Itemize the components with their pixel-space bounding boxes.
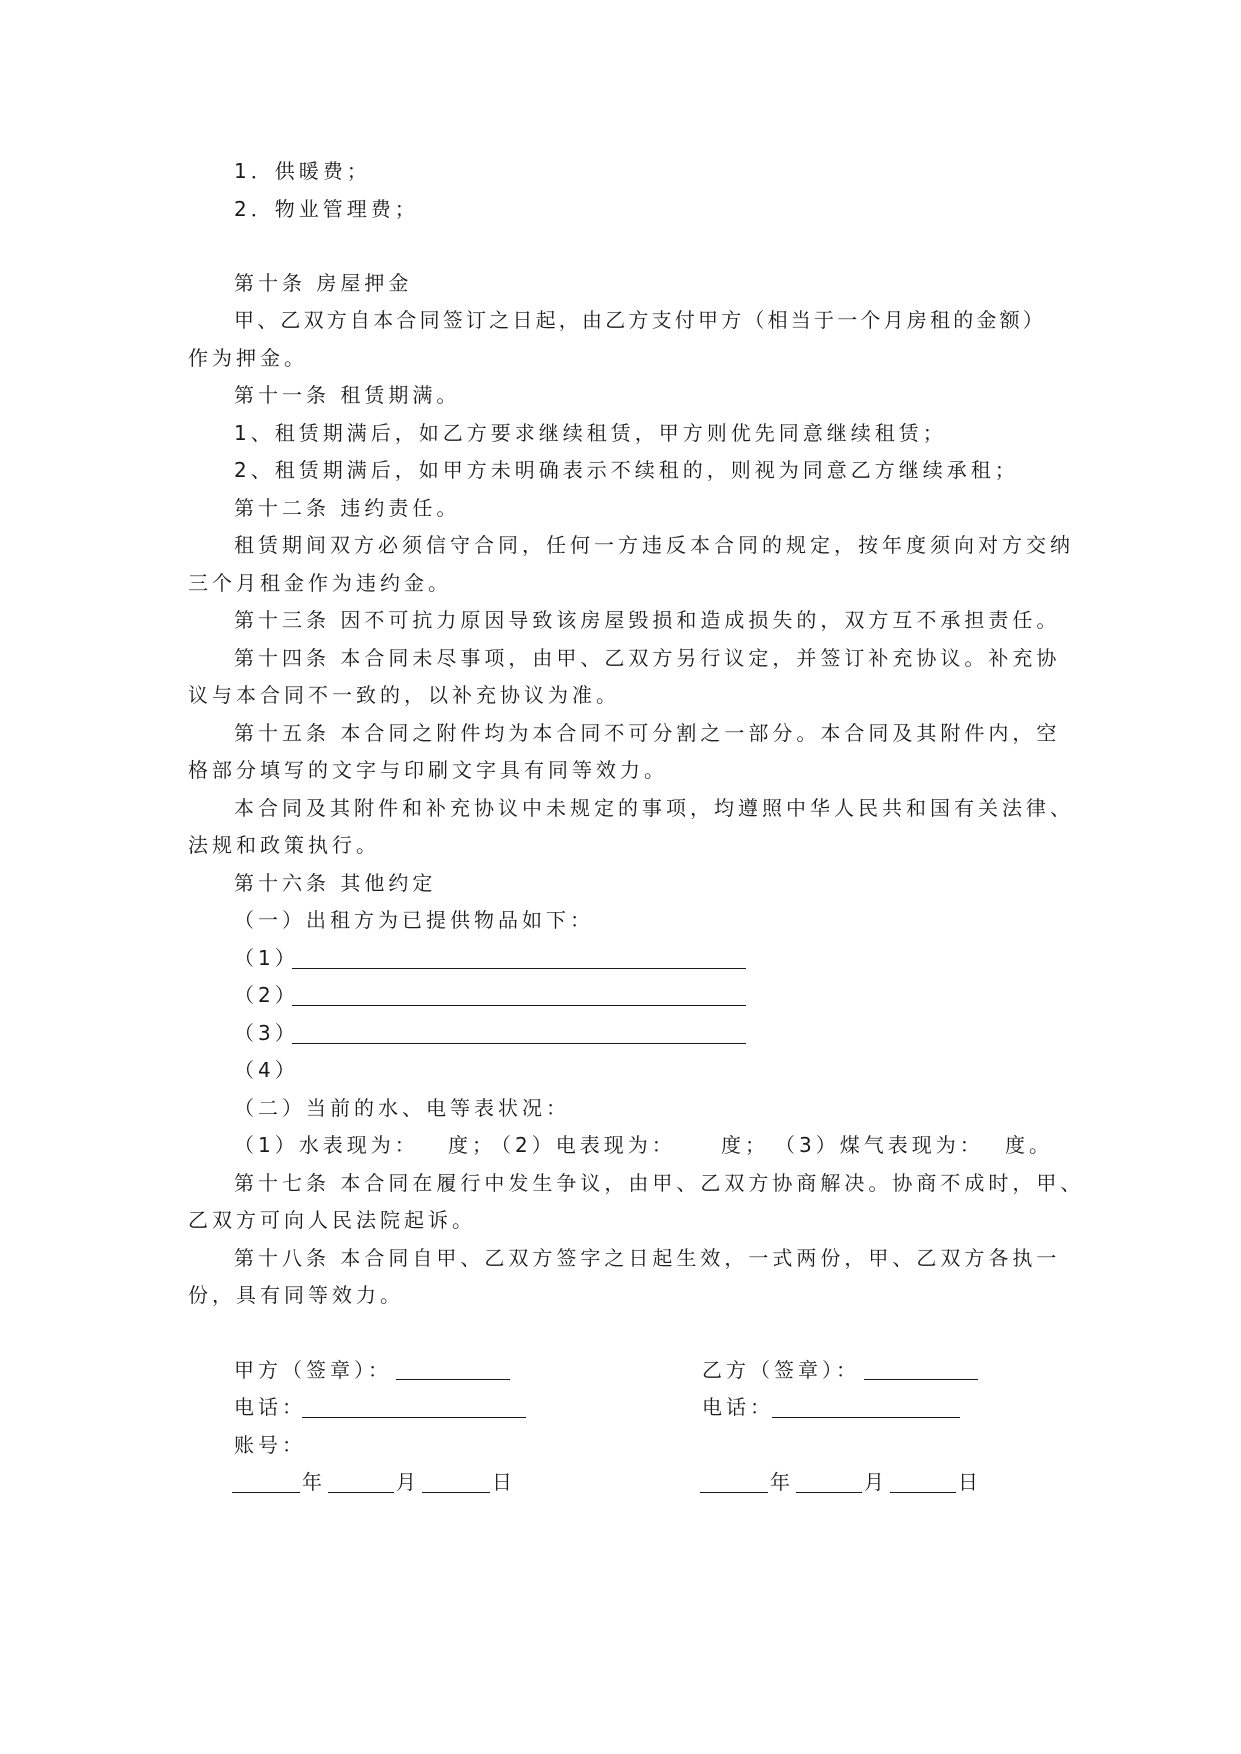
party-a-phone-fill-line[interactable]: [302, 1417, 526, 1418]
party-b-phone-fill-line[interactable]: [772, 1417, 960, 1418]
party-b-phone-label: 电话：: [702, 1395, 774, 1419]
article-12-title: 第十二条 违约责任。: [234, 496, 461, 520]
article-17-line2: 乙双方可向人民法院起诉。: [188, 1208, 476, 1232]
fee-item-property: 2．物业管理费；: [234, 197, 419, 221]
party-a-month-label: 月: [396, 1470, 420, 1494]
article-16-sub1: （一）出租方为已提供物品如下：: [234, 908, 594, 932]
article-15-line1: 第十五条 本合同之附件均为本合同不可分割之一部分。本合同及其附件内，空: [234, 721, 1061, 745]
provided-item-3-label: （3）: [234, 1021, 299, 1045]
party-b-month-fill-line[interactable]: [796, 1492, 862, 1493]
party-a-day-fill-line[interactable]: [422, 1492, 490, 1493]
article-13-text: 第十三条 因不可抗力原因导致该房屋毁损和造成损失的，双方互不承担责任。: [234, 608, 1061, 632]
party-b-month-label: 月: [864, 1470, 888, 1494]
article-14-line1: 第十四条 本合同未尽事项，由甲、乙双方另行议定，并签订补充协议。补充协: [234, 646, 1061, 670]
party-b-sign-label: 乙方（签章）：: [702, 1358, 860, 1382]
provided-item-2-fill-line[interactable]: [292, 1005, 746, 1006]
party-a-sign-fill-line[interactable]: [396, 1379, 510, 1380]
fee-item-heating: 1．供暖费；: [234, 159, 371, 183]
article-11-title: 第十一条 租赁期满。: [234, 383, 461, 407]
article-17-line1: 第十七条 本合同在履行中发生争议，由甲、乙双方协商解决。协商不成时，甲、: [234, 1171, 1085, 1195]
article-14-line2: 议与本合同不一致的，以补充协议为准。: [188, 683, 620, 707]
meter-water-label: （1）水表现为：: [234, 1133, 419, 1157]
party-b-year-fill-line[interactable]: [700, 1492, 768, 1493]
provided-item-1-label: （1）: [234, 946, 299, 970]
article-18-line1: 第十八条 本合同自甲、乙双方签字之日起生效，一式两份，甲、乙双方各执一: [234, 1246, 1061, 1270]
party-a-sign-label: 甲方（签章）：: [234, 1358, 392, 1382]
meter-electric-label: （2）电表现为：: [491, 1133, 676, 1157]
article-16-sub2: （二）当前的水、电等表状况：: [234, 1096, 570, 1120]
party-a-month-fill-line[interactable]: [328, 1492, 394, 1493]
party-b-day-label: 日: [958, 1470, 982, 1494]
article-15-line4: 法规和政策执行。: [188, 833, 380, 857]
meter-gas-unit: 度。: [1005, 1133, 1053, 1157]
provided-item-3-fill-line[interactable]: [292, 1043, 746, 1044]
meter-water-unit: 度；: [448, 1133, 496, 1157]
party-a-day-label: 日: [492, 1470, 516, 1494]
party-a-year-label: 年: [302, 1470, 326, 1494]
article-10-body-line2: 作为押金。: [188, 346, 308, 370]
article-11-item1: 1、租赁期满后，如乙方要求继续租赁，甲方则优先同意继续租赁；: [234, 421, 947, 445]
provided-item-2-label: （2）: [234, 983, 299, 1007]
article-10-title: 第十条 房屋押金: [234, 271, 413, 295]
party-b-day-fill-line[interactable]: [890, 1492, 956, 1493]
article-15-line2: 格部分填写的文字与印刷文字具有同等效力。: [188, 758, 668, 782]
provided-item-4-label: （4）: [234, 1058, 299, 1082]
article-11-item2: 2、租赁期满后，如甲方未明确表示不续租的，则视为同意乙方继续承租；: [234, 458, 1019, 482]
party-b-sign-fill-line[interactable]: [864, 1379, 978, 1380]
provided-item-1-fill-line[interactable]: [292, 968, 746, 969]
article-12-body-line2: 三个月租金作为违约金。: [188, 571, 452, 595]
article-10-body-line1: 甲、乙双方自本合同签订之日起，由乙方支付甲方（相当于一个月房租的金额）: [234, 308, 1046, 332]
article-18-line2: 份，具有同等效力。: [188, 1283, 404, 1307]
party-a-year-fill-line[interactable]: [232, 1492, 300, 1493]
article-12-body-line1: 租赁期间双方必须信守合同，任何一方违反本合同的规定，按年度须向对方交纳: [234, 533, 1074, 557]
party-a-account-label: 账号：: [234, 1433, 306, 1457]
party-b-year-label: 年: [770, 1470, 794, 1494]
article-16-title: 第十六条 其他约定: [234, 871, 437, 895]
party-a-phone-label: 电话：: [234, 1395, 306, 1419]
meter-gas-label: （3）煤气表现为：: [775, 1133, 984, 1157]
meter-electric-unit: 度；: [721, 1133, 769, 1157]
article-15-line3: 本合同及其附件和补充协议中未规定的事项，均遵照中华人民共和国有关法律、: [234, 796, 1074, 820]
